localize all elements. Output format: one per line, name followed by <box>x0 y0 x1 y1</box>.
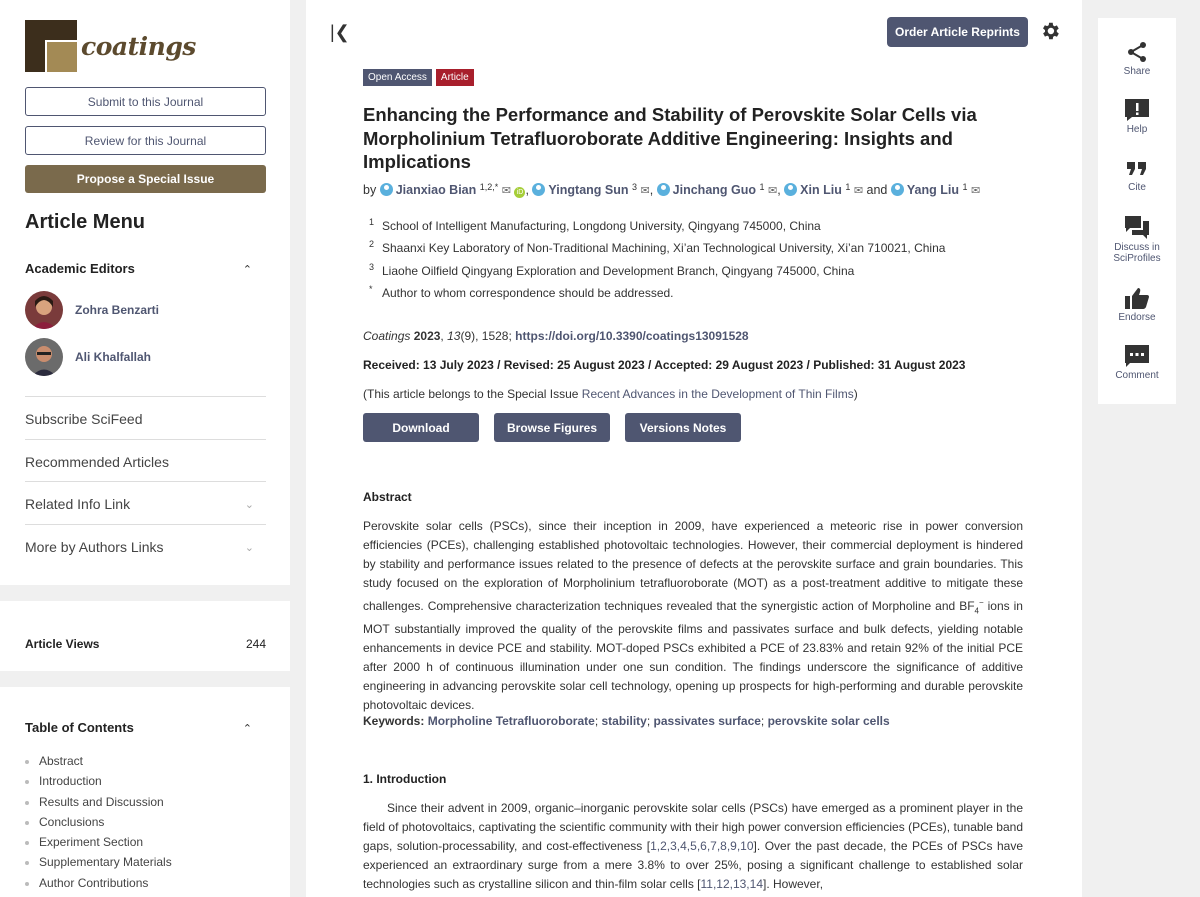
article-main <box>306 0 1082 897</box>
author-icon <box>532 183 545 196</box>
article-title: Enhancing the Performance and Stability of Perovskite Solar Cells via Morpholinium Tetrafluoroborate Additive Engineering: Insights and Implications <box>363 104 977 172</box>
article-views-count: 244 <box>245 637 266 651</box>
more-by-authors-link[interactable]: More by Authors Links ⌄ <box>25 524 266 567</box>
toc-item[interactable]: Abstract <box>25 754 172 774</box>
article-views-card <box>0 601 290 671</box>
editor-item[interactable] <box>25 338 151 376</box>
article-type-badge: Article <box>436 69 474 86</box>
keyword-link[interactable]: Morpholine Tetrafluoroborate <box>427 714 595 728</box>
cite-button[interactable]: Cite <box>1098 156 1176 193</box>
reference-link[interactable]: 11,12,13,14 <box>700 877 763 891</box>
journal-card <box>0 0 290 585</box>
mail-icon[interactable]: ✉ <box>970 185 981 197</box>
toc-card <box>0 687 290 897</box>
publication-dates: Received: 13 July 2023 / Revised: 25 August 2023 / Accepted: 29 August 2023 / Published: 31 August 2023 <box>363 358 966 372</box>
toc-item[interactable]: Experiment Section <box>25 835 172 855</box>
quote-icon <box>1125 156 1149 180</box>
affiliation-item: 2 Shaanxi Key Laboratory of Non-Traditional Machining, Xi’an Technological University, Xi’an 710021, China <box>369 239 946 256</box>
toc-item[interactable]: Supplementary Materials <box>25 855 172 875</box>
keyword-link[interactable]: stability <box>601 714 647 728</box>
affiliation-item: 3 Liaohe Oilfield Qingyang Exploration and Development Branch, Qingyang 745000, China <box>369 261 855 278</box>
toc-item[interactable]: Introduction <box>25 774 172 794</box>
journal-logo-mark <box>25 20 77 72</box>
versions-notes-button[interactable]: Versions Notes <box>625 413 741 442</box>
special-issue-link[interactable]: Recent Advances in the Development of Thin Films <box>581 387 854 401</box>
citation-line: Coatings 2023, 13(9), 1528; https://doi.org/10.3390/coatings13091528 <box>363 329 749 343</box>
editor-item[interactable] <box>25 291 159 329</box>
toc-item[interactable]: Results and Discussion <box>25 795 172 815</box>
journal-logo-text: coatings <box>81 31 196 61</box>
thumbs-up-icon <box>1124 286 1150 310</box>
introduction-heading: 1. Introduction <box>363 772 447 786</box>
journal-logo[interactable] <box>25 20 196 72</box>
gear-icon[interactable] <box>1039 20 1061 47</box>
special-issue-note: (This article belongs to the Special Issue Recent Advances in the Development of Thin Films) <box>363 387 858 401</box>
toc-item[interactable]: Author Contributions <box>25 876 172 896</box>
avatar <box>25 338 63 376</box>
author-name[interactable]: Jianxiao Bian <box>395 183 477 197</box>
orcid-icon[interactable]: iD <box>514 187 525 198</box>
help-icon <box>1124 98 1150 122</box>
open-access-badge: Open Access <box>363 69 432 86</box>
toc-title[interactable]: Table of Contents <box>25 720 134 735</box>
introduction-text: Since their advent in 2009, organic–inorganic perovskite solar cells (PSCs) have emerged as a prominent player in the field of photovoltaics, captivating the scientific community with their high power conversion efficiencies (PCEs), tunable band gaps, solution-processability, and cost-effectiveness [1,2,3,4,5,6,7,8,9,10]. Over the past decade, the PCEs of PSCs have experienced an extraordinary surge from a mere 3.8% to over 25%, posing a significant challenge to established solar technologies such as crystalline silicon and thin-film solar cells [11,12,13,14]. However, <box>363 801 1023 891</box>
abstract-text: Perovskite solar cells (PSCs), since their inception in 2009, have experienced a meteoric rise in power conversion efficiencies (PCEs), challenging established photovoltaic technologies. However, their commercial deployment is hindered by stability and performance issues related to the presence of defects at the perovskite surface and grain boundaries. This study focused on the exploration of Morpholinium tetrafluoroborate (MOT) as a post-treatment additive to mitigate these challenges. Comprehensive characterization techniques revealed that the synergistic action of Morpholine and $BF_4^-$ ions in MOT substantially improved the quality of the perovskite films and passivates surface and bulk defects, yielding notable enhancements in device PCE and stability. MOT-doped PSCs exhibited a PCE of 23.83% and retain 92% of the initial PCE after 2000 h of continuous illumination under one sun condition. The findings underscore the significance of additive engineering in advancing perovskite solar cell technology, opening up prospects for high-performing and durable perovskite photovoltaic devices. <box>363 519 1023 713</box>
mail-icon[interactable]: ✉ <box>501 185 511 197</box>
keywords: Keywords: Morpholine Tetrafluoroborate; stability; passivates surface; perovskite solar cells <box>363 714 890 728</box>
article-menu-title: Article Menu <box>25 211 146 233</box>
right-action-bar <box>1098 18 1176 404</box>
chevron-up-icon[interactable]: ⌃ <box>242 723 252 735</box>
share-icon <box>1125 40 1149 64</box>
keyword-link[interactable]: perovskite solar cells <box>767 714 890 728</box>
article-views-label: Article Views <box>25 637 100 651</box>
editor-name[interactable]: Zohra Benzarti <box>75 303 160 317</box>
help-button[interactable]: Help <box>1098 98 1176 135</box>
author-icon <box>380 183 393 196</box>
author-icon <box>891 183 904 196</box>
discuss-icon <box>1124 214 1150 240</box>
author-name[interactable]: Yingtang Sun <box>548 183 629 197</box>
affiliation-item: * Author to whom correspondence should be addressed. <box>369 283 674 300</box>
share-button[interactable]: Share <box>1098 40 1176 77</box>
affiliations <box>369 219 945 308</box>
chevron-up-icon[interactable]: ⌃ <box>242 264 252 276</box>
author-name[interactable]: Jinchang Guo <box>672 183 757 197</box>
article-badges <box>363 69 478 86</box>
editor-name[interactable]: Ali Khalfallah <box>75 350 152 364</box>
endorse-button[interactable]: Endorse <box>1098 286 1176 323</box>
author-icon <box>657 183 670 196</box>
mail-icon[interactable]: ✉ <box>640 185 650 197</box>
mail-icon[interactable]: ✉ <box>768 185 778 197</box>
chevron-down-icon: ⌄ <box>244 499 254 511</box>
author-list: by Jianxiao Bian $^{1,2,*}$ ✉ iD , Yingtang Sun $^3$ ✉, Jinchang Guo $^1$ ✉, Xin Liu $^1$ ✉ and Yang Liu $^1$ ✉ <box>363 182 981 197</box>
comment-button[interactable]: Comment <box>1098 344 1176 381</box>
academic-editors-heading[interactable]: Academic Editors <box>25 261 135 276</box>
discuss-sciprofiles-button[interactable]: Discuss in SciProfiles <box>1098 214 1176 264</box>
author-name[interactable]: Yang Liu <box>906 183 959 197</box>
order-reprints-button[interactable]: Order Article Reprints <box>887 17 1028 47</box>
reference-link[interactable]: 1,2,3,4,5,6,7,8,9,10 <box>650 839 754 853</box>
related-info-link[interactable]: Related Info Link ⌄ <box>25 481 266 524</box>
subscribe-scifeed-link[interactable]: Subscribe SciFeed <box>25 396 266 439</box>
keyword-link[interactable]: passivates surface <box>653 714 761 728</box>
collapse-sidebar-icon[interactable]: |❮ <box>330 22 350 42</box>
download-button[interactable]: Download <box>363 413 479 442</box>
author-name[interactable]: Xin Liu <box>800 183 842 197</box>
browse-figures-button[interactable]: Browse Figures <box>494 413 610 442</box>
mail-icon[interactable]: ✉ <box>853 185 864 197</box>
comment-icon <box>1124 344 1150 368</box>
submit-journal-button[interactable]: Submit to this Journal <box>25 87 266 116</box>
doi-link[interactable]: https://doi.org/10.3390/coatings13091528 <box>515 329 749 343</box>
chevron-down-icon: ⌄ <box>244 542 254 554</box>
recommended-articles-link[interactable]: Recommended Articles <box>25 439 266 482</box>
propose-special-issue-button[interactable]: Propose a Special Issue <box>25 165 266 193</box>
author-icon <box>784 183 797 196</box>
abstract-heading: Abstract <box>363 490 412 504</box>
review-journal-button[interactable]: Review for this Journal <box>25 126 266 155</box>
toc-item[interactable]: Conclusions <box>25 815 172 835</box>
toc-list <box>25 754 172 896</box>
avatar <box>25 291 63 329</box>
affiliation-item: 1 School of Intelligent Manufacturing, Longdong University, Qingyang 745000, China <box>369 217 821 233</box>
